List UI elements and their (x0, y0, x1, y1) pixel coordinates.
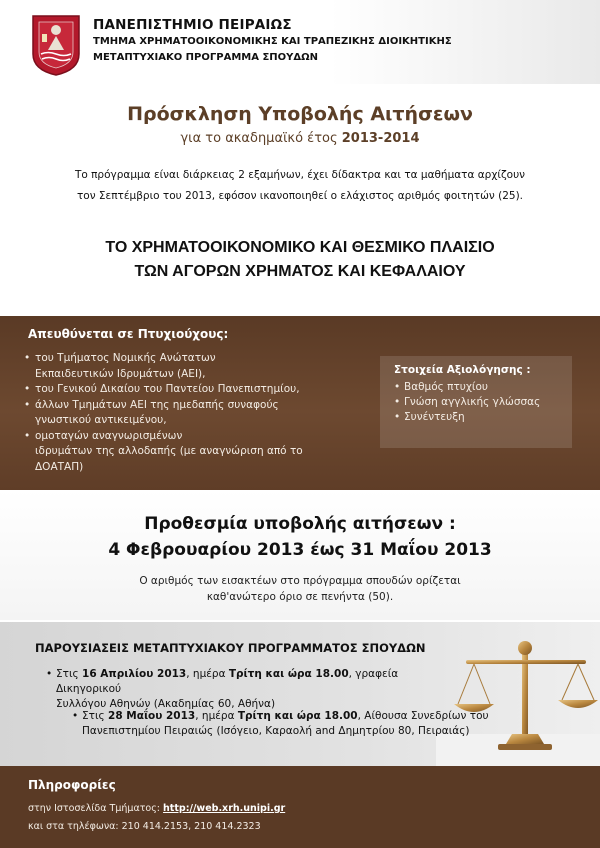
evaluation-list (394, 380, 558, 425)
bullet-icon: • (24, 398, 31, 411)
header (0, 0, 600, 84)
list-item (24, 398, 354, 429)
university-seal-icon (31, 14, 81, 76)
admission-note (100, 573, 500, 605)
bullet-icon: • (46, 668, 53, 680)
audience-item-line: ιδρυμάτων της αλλοδαπής (με αναγνώριση από το (35, 445, 303, 457)
presentation-text: Στις (56, 668, 83, 680)
website-line (28, 803, 285, 814)
website-label: στην Ιστοσελίδα Τμήματος: (28, 803, 164, 814)
presentation-item (72, 709, 492, 739)
presentation-date: 16 Απριλίου 2013 (82, 668, 187, 680)
call-title: Πρόσκληση Υποβολής Αιτήσεων (127, 103, 473, 125)
audience-list (24, 351, 354, 475)
bullet-icon: • (394, 381, 401, 393)
evaluation-item: Γνώση αγγλικής γλώσσας (404, 396, 541, 408)
university-name: ΠΑΝΕΠΙΣΤΗΜΙΟ ΠΕΙΡΑΙΩΣ (93, 17, 292, 33)
presentation-location: Πανεπιστημίου Πειραιώς (Ισόγειο, Καραολή and Δημητρίου 80, Πειραιάς) (82, 725, 470, 737)
audience-item-line: ΔΟΑΤΑΠ) (35, 460, 84, 473)
audience-title: Απευθύνεται σε Πτυχιούχους: (28, 327, 229, 341)
footer (0, 766, 600, 848)
bullet-icon: • (24, 383, 31, 395)
deadline-title: Προθεσμία υποβολής αιτήσεων : (144, 514, 456, 534)
audience-item-line: του Γενικού Δικαίου του Παντείου Πανεπιστημίου, (35, 383, 300, 395)
call-subtitle (0, 131, 600, 146)
list-item (24, 351, 354, 382)
program-title-line: ΤΩΝ ΑΓΟΡΩΝ ΧΡΗΜΑΤΟΣ ΚΑΙ ΚΕΦΑΛΑΙΟΥ (134, 263, 466, 280)
intro-text (40, 165, 560, 207)
presentation-text: , ημέρα (186, 668, 229, 680)
audience-item-line: γνωστικού αντικειμένου, (35, 414, 167, 426)
presentation-entry (46, 667, 466, 712)
presentation-item (46, 667, 466, 712)
bullet-icon: • (24, 429, 31, 442)
audience-item-line: Εκπαιδευτικών Ιδρυμάτων (ΑΕΙ), (35, 367, 206, 380)
bullet-icon: • (394, 411, 401, 423)
info-title: Πληροφορίες (28, 778, 116, 792)
presentation-location: Συλλόγου Αθηνών (Ακαδημίας 60, Αθήνα) (56, 698, 276, 710)
audience-item-line: άλλων Τμημάτων ΑΕΙ της ημεδαπής συναφούς (35, 398, 279, 411)
presentation-time: Τρίτη και ώρα 18.00 (237, 710, 358, 722)
program-title (0, 236, 600, 284)
bullet-icon: • (72, 710, 79, 722)
evaluation-box (380, 356, 572, 448)
presentation-date: 28 Μαΐου 2013 (108, 710, 196, 722)
list-item (394, 410, 558, 425)
department-name: ΤΜΗΜΑ ΧΡΗΜΑΤΟΟΙΚΟΝΟΜΙΚΗΣ ΚΑΙ ΤΡΑΠΕΖΙΚΗΣ ΔΙΟΙΚΗΤΙΚΗΣ (93, 36, 452, 47)
intro-line: τον Σεπτέμβριο του 2013, εφόσον ικανοποιηθεί ο ελάχιστος αριθμός φοιτητών (25). (76, 190, 524, 202)
presentation-text: , ημέρα (195, 710, 238, 722)
audience-section (0, 316, 600, 490)
bullet-icon: • (24, 352, 31, 364)
evaluation-title: Στοιχεία Αξιολόγησης : (394, 364, 531, 376)
admission-note-line: Ο αριθμός των εισακτέων στο πρόγραμμα σπουδών ορίζεται (139, 575, 461, 587)
website-link[interactable]: http://web.xrh.unipi.gr (163, 803, 286, 814)
academic-year: 2013-2014 (341, 131, 420, 146)
presentations-title: ΠΑΡΟΥΣΙΑΣΕΙΣ ΜΕΤΑΠΤΥΧΙΑΚΟΥ ΠΡΟΓΡΑΜΜΑΤΟΣ ΣΠΟΥΔΩΝ (35, 641, 426, 655)
audience-item-line: του Τμήματος Νομικής Ανώτατων (35, 352, 216, 364)
program-title-line: ΤΟ ΧΡΗΜΑΤΟΟΙΚΟΝΟΜΙΚΟ ΚΑΙ ΘΕΣΜΙΚΟ ΠΛΑΙΣΙΟ (105, 239, 495, 256)
presentation-text: Στις (82, 710, 109, 722)
bullet-icon: • (394, 396, 401, 408)
list-item (394, 380, 558, 395)
list-item (24, 429, 354, 476)
evaluation-item: Βαθμός πτυχίου (404, 381, 488, 393)
deadline-dates: 4 Φεβρουαρίου 2013 έως 31 Μαΐου 2013 (108, 540, 492, 560)
list-item (394, 395, 558, 410)
presentation-text: , γραφεία Δικηγορικού (56, 668, 399, 695)
phone-line: και στα τηλέφωνα: 210 414.2153, 210 414.2323 (28, 821, 261, 832)
call-subtitle-prefix: για το ακαδημαϊκό έτος (180, 131, 342, 146)
evaluation-item: Συνέντευξη (404, 411, 465, 423)
intro-line: Το πρόγραμμα είναι διάρκειας 2 εξαμήνων, έχει δίδακτρα και τα μαθήματα αρχίζουν (74, 169, 526, 181)
presentation-entry (72, 709, 492, 739)
presentation-text: , Αίθουσα Συνεδρίων του (357, 710, 489, 722)
program-type: ΜΕΤΑΠΤΥΧΙΑΚΟ ΠΡΟΓΡΑΜΜΑ ΣΠΟΥΔΩΝ (93, 52, 318, 63)
audience-item-line: ομοταγών αναγνωρισμένων (35, 429, 183, 442)
presentation-time: Τρίτη και ώρα 18.00 (228, 668, 349, 680)
admission-note-line: καθ'ανώτερο όριο σε πενήντα (50). (206, 591, 394, 603)
list-item (24, 382, 354, 398)
